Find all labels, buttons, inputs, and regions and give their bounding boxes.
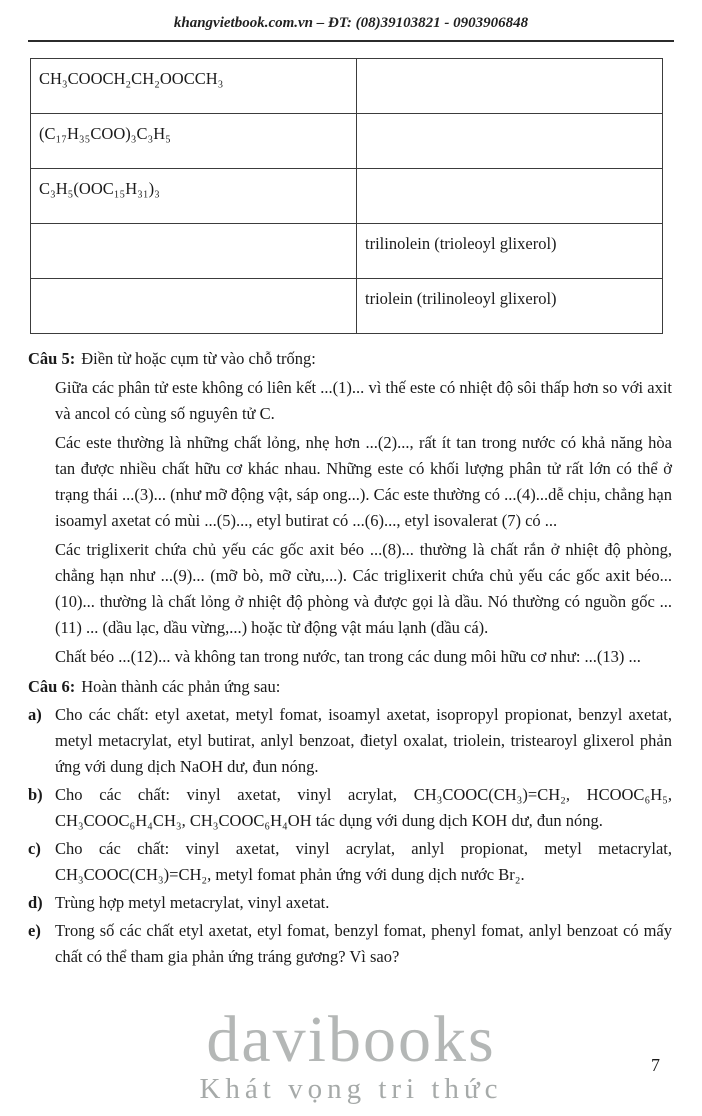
table-row <box>31 279 663 334</box>
name-cell <box>357 114 663 169</box>
question5-heading <box>28 346 672 372</box>
question5-paragraph: Chất béo ...(12)... và không tan trong nước, tan trong các dung môi hữu cơ như: ...(13) ... <box>55 647 641 666</box>
item-text: Cho các chất: vinyl axetat, vinyl acrylat, CH₃COOC(CH₃)=CH₂, HCOOC₆H₅, CH₃COOC₆H₄CH₃, CH₃COOC₆H₄OH tác dụng với dung dịch KOH dư, đun nóng. <box>55 785 672 830</box>
watermark-title: davibooks <box>206 1003 496 1076</box>
item-text: Cho các chất: vinyl axetat, vinyl acrylat, anlyl propionat, metyl metacrylat, CH₃COOC(CH₃)=CH₂, metyl fomat phản ứng với dung dịch nước Br₂. <box>55 839 672 884</box>
formula-cell: C₃H₅(OOC₁₅H₃₁)₃ <box>31 169 357 224</box>
item-marker: a) <box>28 705 42 724</box>
name-cell <box>357 59 663 114</box>
formula-cell: CH₃COOCH₂CH₂OOCCH₃ <box>31 59 357 114</box>
page-content <box>0 334 702 970</box>
question6-item-d <box>28 890 672 916</box>
question6-item-c <box>28 836 672 888</box>
question6-heading <box>28 674 672 700</box>
table-row <box>31 169 663 224</box>
question5-paragraph: Giữa các phân tử este không có liên kết ...(1)... vì thế este có nhiệt độ sôi thấp hơn so với axit và ancol có cùng số nguyên tử C. <box>55 378 672 423</box>
publisher-watermark <box>0 1003 702 1106</box>
name-cell <box>357 169 663 224</box>
question6-item-a <box>28 702 672 780</box>
item-text: Cho các chất: etyl axetat, metyl fomat, isoamyl axetat, isopropyl propionat, benzyl axetat, metyl metacrylat, etyl butirat, anlyl benzoat, đietyl oxalat, triolein, tristearoyl glixerol phản ứng với dung dịch NaOH dư, đun nóng. <box>55 705 672 776</box>
formula-cell <box>31 224 357 279</box>
question6-item-b <box>28 782 672 834</box>
question6-intro: Hoàn thành các phản ứng sau: <box>81 677 281 696</box>
formula-cell: (C₁₇H₃₅COO)₃C₃H₅ <box>31 114 357 169</box>
item-text: Trong số các chất etyl axetat, etyl fomat, benzyl fomat, phenyl fomat, anlyl benzoat có mấy chất có thể tham gia phản ứng tráng gương? Vì sao? <box>55 921 672 966</box>
page-number: 7 <box>651 1055 660 1075</box>
question5-paragraph: Các este thường là những chất lỏng, nhẹ hơn ...(2)..., rất ít tan trong nước có khả năng hòa tan được nhiều chất hữu cơ khác nhau. Những este có khối lượng phân tử rất lớn có thể ở trạng thái ...(3)... (như mỡ động vật, sáp ong...). Các este thường có ...(4)...dễ chịu, chẳng hạn isoamyl axetat có mùi ...(5)..., etyl butirat có ...(6)..., etyl isovalerat (7) có ... <box>55 433 672 530</box>
watermark-subtitle: Khát vọng tri thức <box>199 1073 503 1105</box>
question5-paragraph: Các triglixerit chứa chủ yếu các gốc axit béo ...(8)... thường là chất rắn ở nhiệt độ phòng, chẳng hạn như ...(9)... (mỡ bò, mỡ cừu,...). Các triglixerit chứa chủ yếu các gốc axit béo... (10)... thường là chất lỏng ở nhiệt độ phòng và được gọi là dầu. Nó thường có nguồn gốc ...(11) ... (dầu lạc, dầu vừng,...) hoặc từ động vật máu lạnh (dầu cá). <box>55 540 672 637</box>
question6-item-e <box>28 918 672 970</box>
table-row <box>31 59 663 114</box>
header-divider <box>28 40 674 42</box>
header-text: khangvietbook.com.vn – ĐT: (08)39103821 - 0903906848 <box>173 15 529 31</box>
item-marker: e) <box>28 921 41 940</box>
item-marker: b) <box>28 785 43 804</box>
table-row <box>31 224 663 279</box>
question6-label: Câu 6: <box>28 677 76 696</box>
item-marker: d) <box>28 893 43 912</box>
item-text: Trùng hợp metyl metacrylat, vinyl axetat. <box>55 893 330 912</box>
table-row <box>31 114 663 169</box>
question5-intro: Điền từ hoặc cụm từ vào chỗ trống: <box>81 349 316 368</box>
item-marker: c) <box>28 839 41 858</box>
question5-label: Câu 5: <box>28 349 76 368</box>
name-cell: trilinolein (trioleoyl glixerol) <box>357 224 663 279</box>
esters-table <box>30 58 663 334</box>
page-header <box>0 0 702 33</box>
formula-cell <box>31 279 357 334</box>
name-cell: triolein (trilinoleoyl glixerol) <box>357 279 663 334</box>
